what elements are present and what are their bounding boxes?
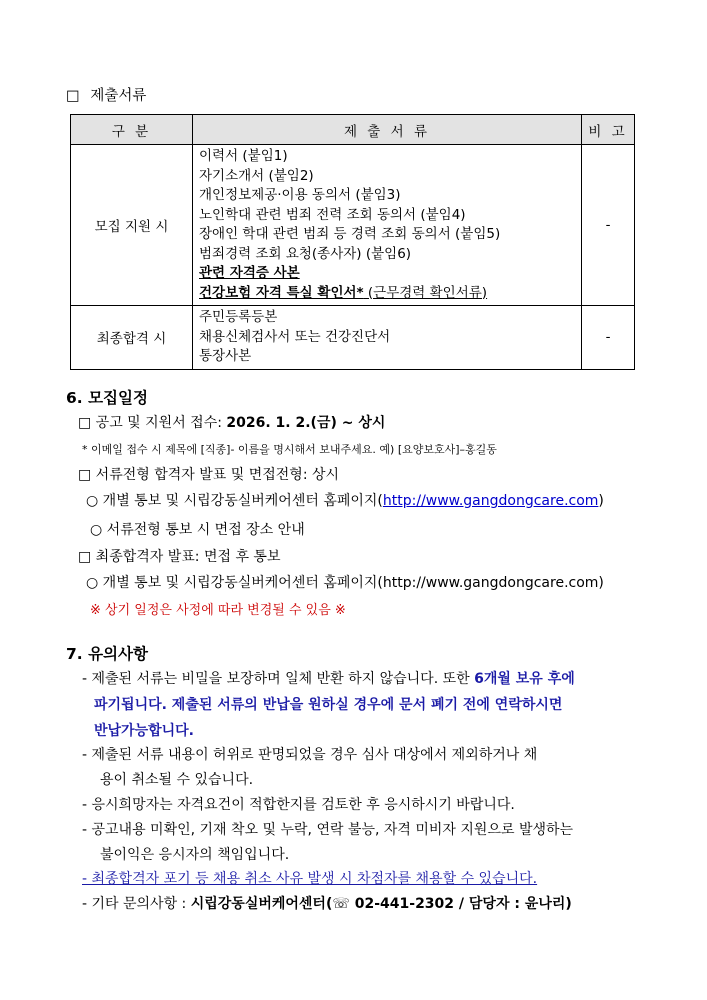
list-item: 노인학대 관련 범죄 전력 조회 동의서 (붙임4) xyxy=(199,206,466,223)
contact-info: 시립강동실버케어센터(☏ 02-441-2302 / 담당자 : 윤나리) xyxy=(190,896,572,912)
note-paragraph-1: - 제출된 서류는 비밀을 보장하며 일체 반환 하지 않습니다. 또한 6개월 보유 후에 xyxy=(82,671,575,687)
list-item-certificate: 관련 자격증 사본 xyxy=(199,265,300,281)
notice-line-1: ○ 개별 통보 및 시립강동실버케어센터 홈페이지(http://www.gangdongcare.com) xyxy=(86,493,604,509)
note-paragraph-6: - 기타 문의사항 : 시립강동실버케어센터(☏ 02-441-2302 / 담당자 : 윤나리) xyxy=(82,896,572,912)
notes-heading: 7. 유의사항 xyxy=(66,645,148,663)
receipt-date: 2026. 1. 2.(금) ~ 상시 xyxy=(226,415,386,431)
note-paragraph-2: - 제출된 서류 내용이 허위로 판명되었을 경우 심사 대상에서 제외하거나 채 xyxy=(82,747,538,763)
list-item: 주민등록등본 xyxy=(199,309,278,325)
table-header-row xyxy=(71,115,635,145)
documents-table xyxy=(70,114,635,370)
final-announce-line: □ 최종합격자 발표: 면접 후 통보 xyxy=(78,549,281,565)
header-note: 비 고 xyxy=(582,115,635,145)
list-item: 장애인 학대 관련 범죄 등 경력 조회 동의서 (붙임5) xyxy=(199,226,501,242)
note-paragraph-5: - 최종합격자 포기 등 채용 취소 사유 발생 시 차점자를 채용할 수 있습니다. xyxy=(82,871,538,887)
list-item: 이력서 (붙임1) xyxy=(199,148,288,164)
notice-line-3: ○ 개별 통보 및 시립강동실버케어센터 홈페이지(http://www.gangdongcare.com) xyxy=(86,575,604,591)
schedule-heading: 6. 모집일정 xyxy=(66,389,148,407)
email-note: * 이메일 접수 시 제목에 [직종]- 이름을 명시해서 보내주세요. 예) [요양보호사]–홍길동 xyxy=(82,443,497,456)
checkbox-square-icon: □ xyxy=(66,88,80,104)
category-cell: 모집 지원 시 xyxy=(71,145,193,306)
note-paragraph-4-cont: 불이익은 응시자의 책임입니다. xyxy=(100,847,290,863)
notice-line-2: ○ 서류전형 통보 시 면접 장소 안내 xyxy=(90,522,305,538)
items-cell xyxy=(193,145,582,306)
list-item: 범죄경력 조회 요청(종사자) (붙임6) xyxy=(199,245,412,262)
list-item-insurance: 건강보험 자격 특실 확인서* (근무경력 확인서류) xyxy=(199,284,488,301)
doc-screen-line: □ 서류전형 합격자 발표 및 면접전형: 상시 xyxy=(78,467,340,483)
note-cell: - xyxy=(582,306,635,370)
receipt-line: □ 공고 및 지원서 접수: 2026. 1. 2.(금) ~ 상시 xyxy=(78,415,386,431)
items-cell xyxy=(193,306,582,370)
homepage-link[interactable]: http://www.gangdongcare.com xyxy=(382,493,599,509)
note-paragraph-3: - 응시희망자는 자격요건이 적합한지를 검토한 후 응시하시기 바랍니다. xyxy=(82,797,515,813)
note-cell: - xyxy=(582,145,635,306)
note-paragraph-1-cont2: 반납가능합니다. xyxy=(94,723,194,739)
list-item: 개인정보제공·이용 동의서 (붙임3) xyxy=(199,187,401,203)
category-cell: 최종합격 시 xyxy=(71,306,193,370)
note-paragraph-2-cont: 용이 취소될 수 있습니다. xyxy=(100,772,254,788)
list-item: 통장사본 xyxy=(199,348,252,364)
docs-section-title: 제출서류 xyxy=(90,88,147,104)
note-paragraph-4: - 공고내용 미확인, 기재 착오 및 누락, 연락 불능, 자격 미비자 지원으로 발생하는 xyxy=(82,822,574,838)
docs-section-heading xyxy=(66,84,146,105)
table-row xyxy=(71,145,635,306)
schedule-warning: ※ 상기 일정은 사정에 따라 변경될 수 있음 ※ xyxy=(90,603,346,618)
note-paragraph-1-cont: 파기됩니다. 제출된 서류의 반납을 원하실 경우에 문서 폐기 전에 연락하시면 xyxy=(94,697,563,713)
header-documents: 제 출 서 류 xyxy=(193,115,582,145)
table-row xyxy=(71,306,635,370)
header-category: 구 분 xyxy=(71,115,193,145)
list-item: 채용신체검사서 또는 건강진단서 xyxy=(199,328,391,345)
list-item: 자기소개서 (붙임2) xyxy=(199,167,314,184)
